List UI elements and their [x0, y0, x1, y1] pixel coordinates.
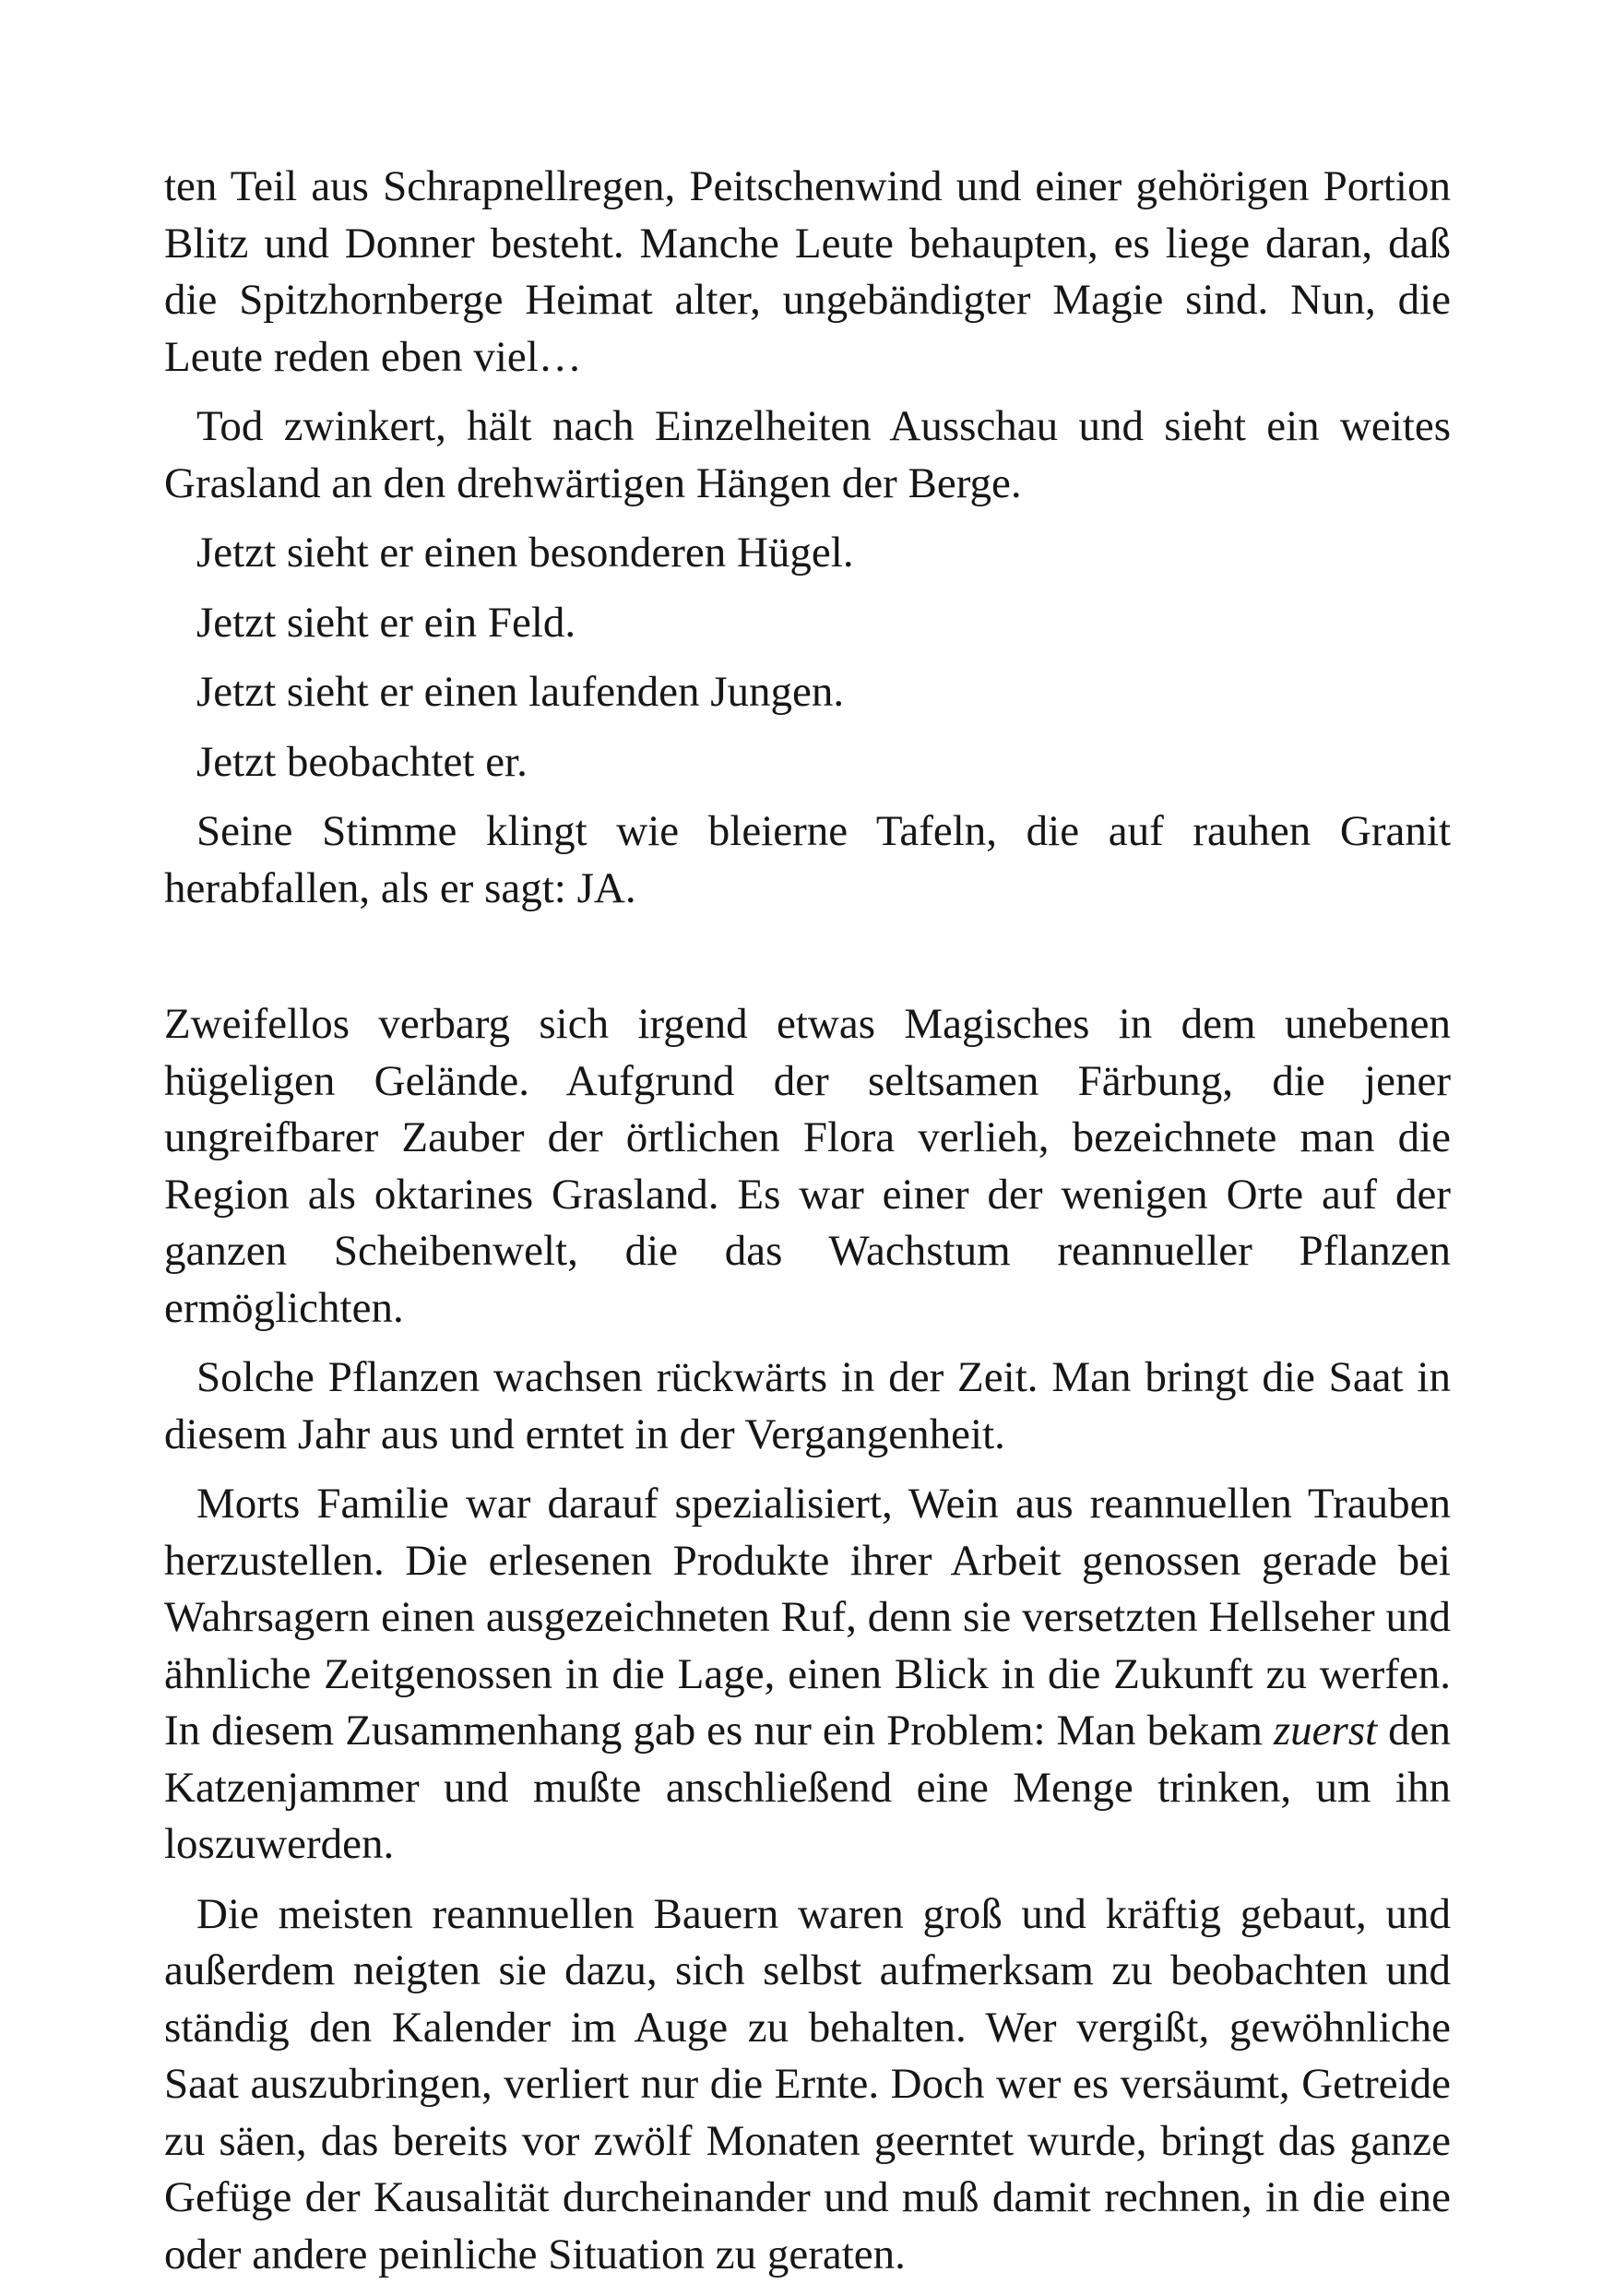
paragraph-stimme: Seine Stimme klingt wie bleierne Tafeln, die auf rauhen Granit herabfallen, als er sagt: JA. [164, 807, 1451, 912]
paragraph-huegel: Jetzt sieht er einen besonderen Hügel. [196, 529, 854, 577]
paragraph-tod-zwinkert: Tod zwinkert, hält nach Einzelheiten Ausschau und sieht ein weites Grasland an den drehwärtigen Hängen der Berge. [164, 402, 1451, 507]
paragraph-feld: Jetzt sieht er ein Feld. [196, 598, 576, 647]
paragraph-bauern: Die meisten reannuellen Bauern waren groß und kräftig gebaut, und außerdem neigten sie dazu, sich selbst aufmerksam zu beobachten und ständig den Kalender im Auge zu behalten. Wer vergißt, gewöhnliche Saat auszubringen, verliert nur die Ernte. Doch wer es versäumt, Getreide zu säen, das bereits vor zwölf Monaten geerntet wurde, bringt das ganze Gefüge der Kausalität durcheinander und muß damit rechnen, in die eine oder andere peinliche Situation zu geraten. [164, 1889, 1451, 2278]
morts-text-end: den Katzenjammer und mußte anschließend eine Menge trinken, um ihn loszuwerden. [164, 1707, 1452, 1868]
paragraph-continued: ten Teil aus Schrapnellregen, Peitschenwind und einer gehörigen Portion Blitz und Donner besteht. Manche Leute behaupten, es liege daran, daß die Spitzhornberge Heimat alter, ungebändigter Magie sind. Nun, die Leute reden eben viel… [164, 162, 1451, 381]
paragraph-morts-familie [164, 1476, 1451, 1874]
page-body-text [164, 159, 1451, 2296]
morts-text-start: Morts Familie war darauf spezialisiert, Wein aus reannuellen Trauben herzustellen. Die erlesenen Produkte ihrer Arbeit genossen gerade bei Wahrsagern einen ausgezeichneten Ruf, denn sie versetzten Hellseher und ähnliche Zeitgenossen in die Lage, einen Blick in die Zukunft zu werfen. In diesem Zusammenhang gab es nur ein Problem: Man bekam [164, 1480, 1451, 1755]
paragraph-zweifellos: Zweifellos verbarg sich irgend etwas Magisches in dem unebenen hügeligen Gelände. Aufgrund der seltsamen Färbung, die jener ungreifbarer Zauber der örtlichen Flora verlieh, bezeichnete man die Region als oktarines Grasland. Es war einer der wenigen Orte auf der ganzen Scheibenwelt, die das Wachstum reannueller Pflanzen ermöglichten. [164, 1000, 1451, 1332]
paragraph-solche-pflanzen: Solche Pflanzen wachsen rückwärts in der Zeit. Man bringt die Saat in diesem Jahr aus und erntet in der Vergangenheit. [164, 1353, 1451, 1458]
paragraph-beobachtet: Jetzt beobachtet er. [196, 737, 528, 786]
section-break [164, 930, 1451, 996]
emphasis-zuerst: zuerst [1273, 1707, 1378, 1755]
paragraph-junge: Jetzt sieht er einen laufenden Jungen. [196, 668, 845, 716]
